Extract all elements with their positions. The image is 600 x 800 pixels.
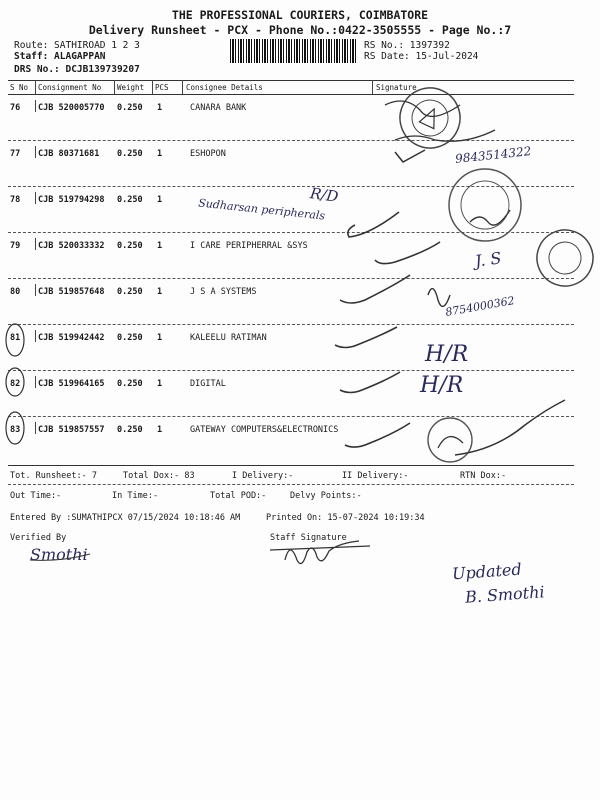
rs-date: RS Date: 15-Jul-2024	[364, 51, 479, 62]
handwritten-updated-name: B. Smothi	[464, 582, 546, 607]
tot-runsheet: Tot. Runsheet:- 7	[10, 471, 97, 481]
cell-consignment: CJB 519857557	[38, 425, 105, 435]
cell-consignee: I CARE PERIPHERRAL &SYS	[190, 241, 308, 251]
staff-text: Staff: ALAGAPPAN	[14, 51, 106, 62]
cell-consignment: CJB 520033332	[38, 241, 105, 251]
circle-mark-81	[6, 324, 24, 356]
checkmark-79	[375, 242, 440, 264]
cell-pcs: 1	[157, 241, 163, 251]
cell-weight: 0.250	[117, 241, 143, 251]
handwritten-phone-77: 9843514322	[454, 144, 532, 166]
rtn-dox: RTN Dox:-	[460, 471, 507, 481]
staff-signature-label: Staff Signature	[270, 533, 347, 543]
checkmark-78	[348, 212, 399, 237]
drs-number: DRS No.: DCJB139739207	[14, 64, 140, 75]
cell-weight: 0.250	[117, 333, 143, 343]
cell-weight: 0.250	[117, 425, 143, 435]
col-header-sno: S No	[10, 83, 29, 92]
cell-weight: 0.250	[117, 287, 143, 297]
verified-by-label: Verified By	[10, 533, 67, 543]
cell-pcs: 1	[157, 287, 163, 297]
cell-consignee: DIGITAL	[190, 379, 226, 389]
verified-signature: Smothi	[30, 545, 88, 564]
cell-consignment: CJB 519794298	[38, 195, 105, 205]
round-stamp-83	[428, 418, 472, 462]
verified-underline	[30, 554, 90, 560]
cell-consignment: CJB 80371681	[38, 149, 100, 159]
col-header-signature: Signature	[376, 83, 417, 92]
circle-mark-82	[6, 368, 24, 396]
round-stamp-79	[529, 222, 600, 294]
handwritten-rd-78: R/D	[308, 184, 340, 206]
signature-stroke-80	[428, 289, 450, 307]
checkmark-81	[335, 327, 397, 348]
cell-sno: 77	[10, 149, 21, 159]
cell-pcs: 1	[157, 103, 163, 113]
cell-consignee: KALEELU RATIMAN	[190, 333, 267, 343]
in-time: In Time:-	[112, 491, 159, 501]
cell-weight: 0.250	[117, 195, 143, 205]
cell-weight: 0.250	[117, 379, 143, 389]
col-header-consignment: Consignment No	[38, 83, 102, 92]
printed-on: Printed On: 15-07-2024 10:19:34	[266, 513, 425, 523]
circle-mark-83	[6, 412, 24, 444]
handwritten-hr-81: H/R	[425, 342, 469, 367]
total-dox: Total Dox:- 83	[123, 471, 195, 481]
cell-consignment: CJB 520005770	[38, 103, 105, 113]
out-time: Out Time:-	[10, 491, 62, 501]
cell-sno: 81	[10, 333, 21, 343]
col-header-consignee: Consignee Details	[186, 83, 263, 92]
cell-sno: 76	[10, 103, 21, 113]
cell-pcs: 1	[157, 333, 163, 343]
cell-weight: 0.250	[117, 103, 143, 113]
cell-sno: 79	[10, 241, 21, 251]
handwritten-hr-82: H/R	[420, 373, 464, 398]
cell-sno: 78	[10, 195, 21, 205]
canara-bank-stamp	[390, 78, 470, 158]
cell-consignment: CJB 519964165	[38, 379, 105, 389]
cell-consignee: J S A SYSTEMS	[190, 287, 257, 297]
cell-consignee: CANARA BANK	[190, 103, 247, 113]
signature-stroke-78	[470, 210, 510, 225]
cell-sno: 80	[10, 287, 21, 297]
cell-pcs: 1	[157, 379, 163, 389]
checkmark-77	[395, 150, 425, 162]
cell-sno: 83	[10, 425, 21, 435]
col-header-weight: Weight	[117, 83, 145, 92]
ii-delivery: II Delivery:-	[342, 471, 409, 481]
cell-pcs: 1	[157, 195, 163, 205]
handwritten-js-79: J. S	[473, 248, 503, 271]
route-text: Route: SATHIROAD 1 2 3	[14, 40, 140, 51]
entered-by: Entered By :SUMATHIPCX 07/15/2024 10:18:46 AM	[10, 513, 241, 523]
cell-pcs: 1	[157, 149, 163, 159]
delvy-points: Delvy Points:-	[290, 491, 362, 501]
handwritten-updated: Updated	[451, 559, 523, 584]
cell-weight: 0.250	[117, 149, 143, 159]
col-header-pcs: PCS	[155, 83, 169, 92]
cell-consignment: CJB 519942442	[38, 333, 105, 343]
cell-consignee: ESHOPON	[190, 149, 226, 159]
runsheet-subtitle: Delivery Runsheet - PCX - Phone No.:0422-3505555 - Page No.:7	[88, 23, 512, 37]
checkmark-82	[340, 372, 400, 393]
staff-signature-stroke	[270, 541, 370, 564]
cell-consignee: GATEWAY COMPUTERS&ELECTRONICS	[190, 425, 339, 435]
cell-pcs: 1	[157, 425, 163, 435]
checkmark-83	[345, 423, 410, 447]
sudharsan-stamp	[449, 169, 521, 241]
handwritten-name-78: Sudharsan peripherals	[197, 196, 326, 223]
checkmark-80	[340, 275, 410, 303]
total-pod: Total POD:-	[210, 491, 267, 501]
handwritten-phone-80: 8754000362	[444, 294, 516, 319]
rs-number: RS No.: 1397392	[364, 40, 450, 51]
cell-sno: 82	[10, 379, 21, 389]
cell-consignment: CJB 519857648	[38, 287, 105, 297]
i-delivery: I Delivery:-	[232, 471, 294, 481]
company-title: THE PROFESSIONAL COURIERS, COIMBATORE	[171, 8, 429, 22]
